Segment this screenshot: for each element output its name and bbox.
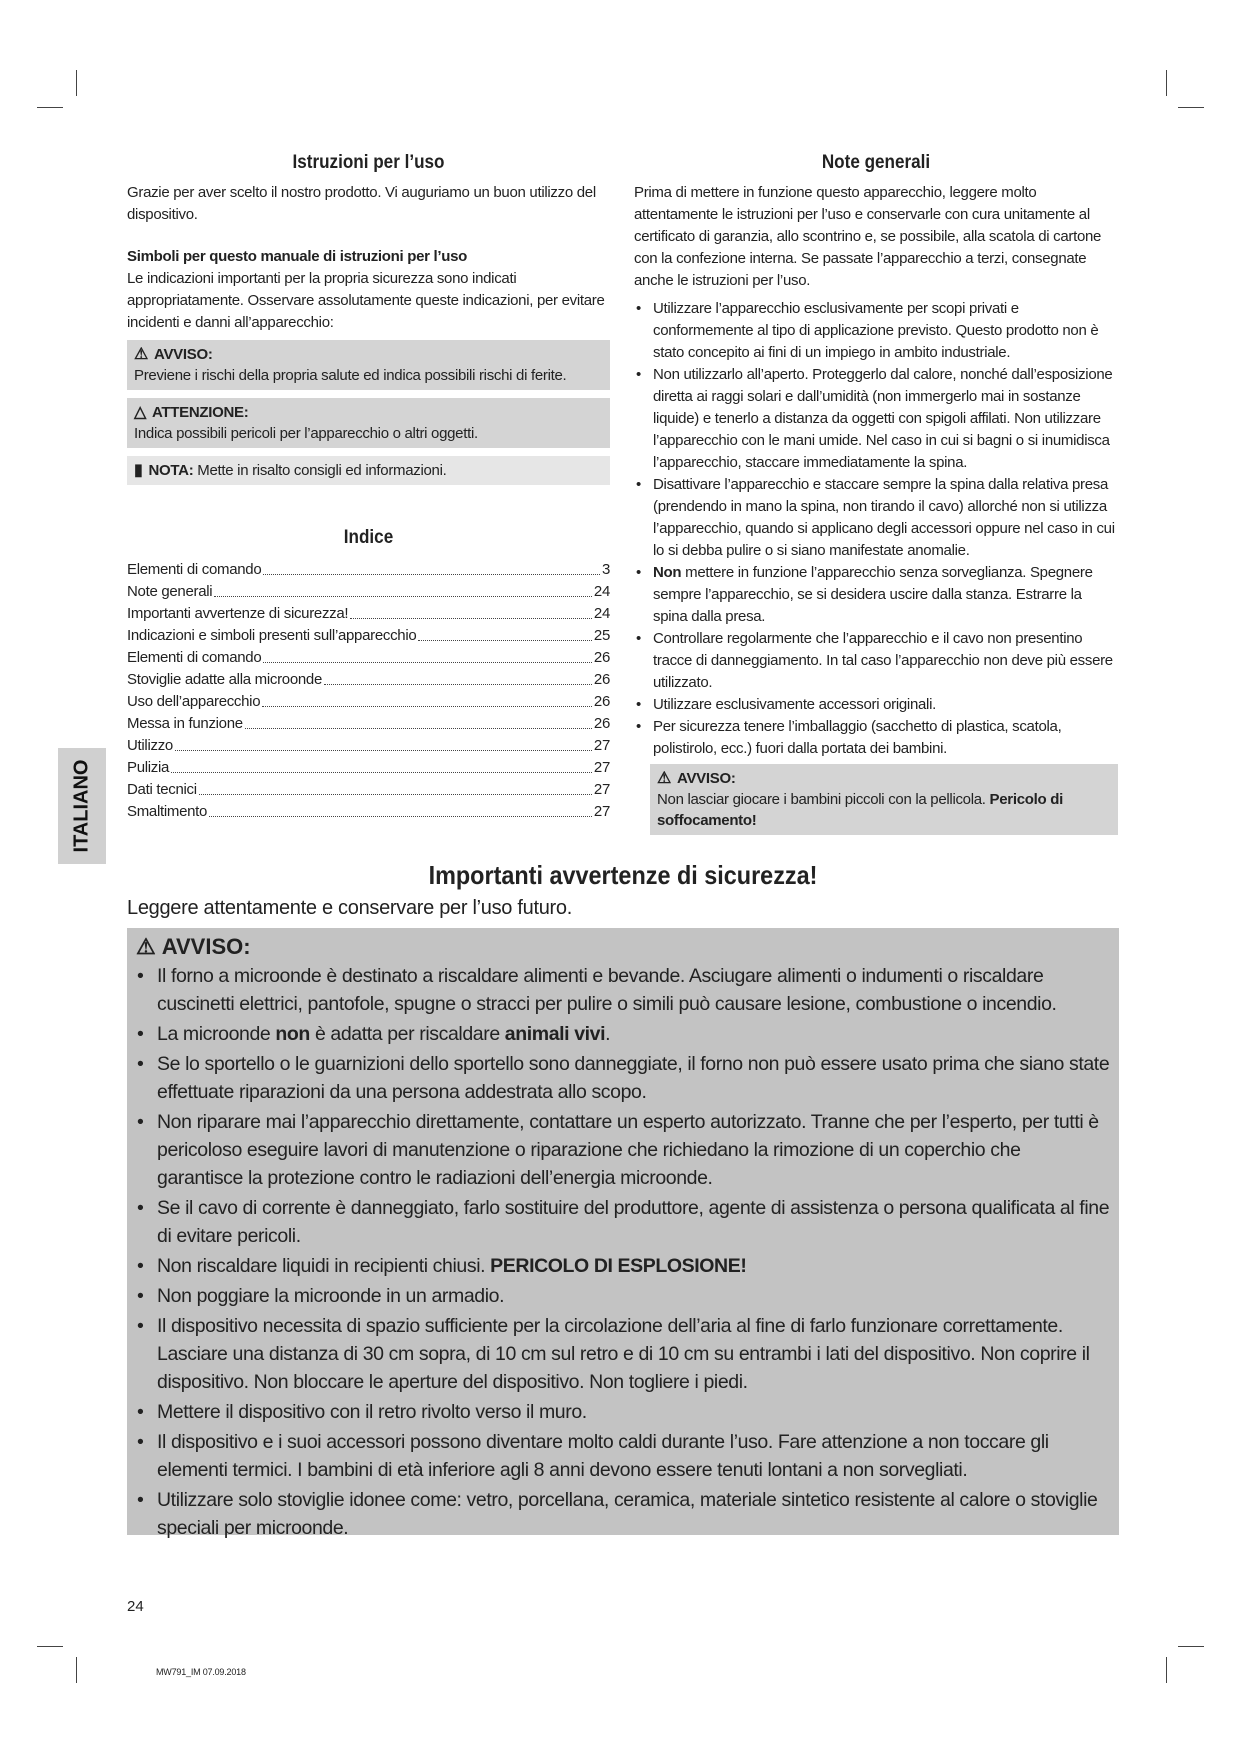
toc-page: 26 bbox=[593, 671, 610, 688]
toc-page: 25 bbox=[593, 627, 610, 644]
foil-warning-box bbox=[650, 764, 1118, 835]
warning-text: Previene i rischi della propria salute ed indica possibili rischi di ferite. bbox=[134, 367, 567, 384]
warning-triangle-icon: ⚠ bbox=[136, 934, 156, 959]
toc-label: Elementi di comando bbox=[127, 649, 262, 666]
instructions-title: Istruzioni per l’uso bbox=[292, 152, 445, 173]
crop-mark bbox=[1166, 1657, 1167, 1683]
language-tab bbox=[58, 748, 106, 864]
crop-mark bbox=[37, 107, 63, 108]
toc-row bbox=[127, 779, 610, 801]
toc-dots bbox=[263, 647, 592, 663]
note-box bbox=[127, 456, 610, 485]
bold-text: non bbox=[275, 1023, 310, 1045]
note-label: NOTA: bbox=[148, 462, 194, 479]
toc-page: 26 bbox=[593, 649, 610, 666]
info-icon: ▮ bbox=[134, 462, 143, 479]
intro-text: Grazie per aver scelto il nostro prodotto. Vi auguriamo un buon utilizzo del dispositivo. bbox=[127, 184, 596, 223]
toc-row bbox=[127, 713, 610, 735]
language-tab-label: ITALIANO bbox=[70, 759, 93, 853]
safety-warning-box bbox=[127, 928, 1119, 1539]
toc-page: 3 bbox=[601, 561, 610, 578]
toc-page: 27 bbox=[593, 759, 610, 776]
bold-text: animali vivi bbox=[504, 1023, 606, 1045]
crop-mark bbox=[76, 1657, 77, 1683]
general-notes-intro: Prima di mettere in funzione questo apparecchio, leggere molto attentamente le istruzioni per l’uso e conservarle con cura unitamente al certificato di garanzia, allo scontrino e, se possibile, alla scatola di cartone con la confezione interna. Se passate l’apparecchio a terzi, consegnate anche le istruzioni per l’uso. bbox=[634, 184, 1102, 289]
toc-label: Pulizia bbox=[127, 759, 170, 776]
footer-code: MW791_IM 07.09.2018 bbox=[156, 1667, 246, 1677]
list-item: • Non poggiare la microonde in un armadio. bbox=[133, 1282, 1111, 1310]
right-column bbox=[634, 152, 1118, 835]
toc-dots bbox=[418, 625, 592, 641]
list-item: • Non riparare mai l’apparecchio direttamente, contattare un esperto autorizzato. Tranne che per l’esperto, per tutti è pericoloso eseguire lavori di manutenzione o riparazione che richiedano la rimozione di un coperchio che garantisce la protezione contro le radiazioni dell’energia microonde. bbox=[133, 1108, 1111, 1192]
warning-label: AVVISO: bbox=[161, 934, 251, 959]
safety-list bbox=[133, 962, 1111, 1542]
toc-label: Uso dell’apparecchio bbox=[127, 693, 261, 710]
toc-row bbox=[127, 647, 610, 669]
page-number: 24 bbox=[127, 1598, 144, 1615]
list-item: • Disattivare l’apparecchio e staccare sempre la spina dalla relativa presa (prendendo in mano la spina, non tirando il cavo) allorché non si utilizza l’apparecchio, quando si applicano degli accessori oppure nel caso in cui lo si debba pulire o si siano manifestate anomalie. bbox=[634, 474, 1118, 562]
safety-section bbox=[127, 860, 1119, 1539]
symbols-title: Simboli per questo manuale di istruzioni per l’uso bbox=[127, 248, 468, 265]
caution-triangle-icon: △ bbox=[134, 404, 147, 421]
symbols-text: Le indicazioni importanti per la propria sicurezza sono indicati appropriatamente. Osservare assolutamente queste indicazioni, per evitare incidenti e danni all’apparecchio: bbox=[127, 270, 605, 331]
toc-page: 27 bbox=[593, 737, 610, 754]
toc-dots bbox=[199, 779, 592, 795]
list-item-text: mettere in funzione l’apparecchio senza sorveglianza. Spegnere sempre l’apparecchio, se si desidera uscire dalla stanza. Estrarre la spina dalla presa. bbox=[653, 564, 1093, 625]
toc-row bbox=[127, 559, 610, 581]
warning-bold-text: Pericolo di soffocamento! bbox=[657, 791, 1063, 829]
toc-row bbox=[127, 625, 610, 647]
toc-label: Stoviglie adatte alla microonde bbox=[127, 671, 322, 688]
toc-dots bbox=[324, 669, 592, 685]
bold-text: PERICOLO DI ESPLOSIONE! bbox=[490, 1255, 747, 1277]
caution-text: Indica possibili pericoli per l’apparecchio o altri oggetti. bbox=[134, 425, 478, 442]
toc-label: Note generali bbox=[127, 583, 213, 600]
warning-label: AVVISO: bbox=[154, 346, 213, 363]
warning-label: AVVISO: bbox=[677, 770, 736, 787]
list-item: • Il dispositivo necessita di spazio sufficiente per la circolazione dell’aria al fine di farlo funzionare correttamente. Lasciare una distanza di 30 cm sopra, di 10 cm sul retro e di 10 cm su entrambi i lati del dispositivo. Non coprire il dispositivo. Non bloccare le aperture del dispositivo. Non togliere i piedi. bbox=[133, 1312, 1111, 1396]
toc-label: Indicazioni e simboli presenti sull’apparecchio bbox=[127, 627, 417, 644]
toc-dots bbox=[262, 691, 592, 707]
toc-page: 27 bbox=[593, 803, 610, 820]
toc-dots bbox=[245, 713, 592, 729]
toc-label: Messa in funzione bbox=[127, 715, 243, 732]
toc-page: 27 bbox=[593, 781, 610, 798]
list-item: • Per sicurezza tenere l’imballaggio (sacchetto di plastica, scatola, polistirolo, ecc.) fuori dalla portata dei bambini. bbox=[634, 716, 1118, 760]
toc-label: Smaltimento bbox=[127, 803, 208, 820]
crop-mark bbox=[1166, 70, 1167, 96]
bold-text: Non bbox=[653, 564, 682, 581]
crop-mark bbox=[37, 1646, 63, 1647]
toc-dots bbox=[175, 735, 592, 751]
caution-box bbox=[127, 398, 610, 448]
table-of-contents bbox=[127, 559, 610, 823]
note-text: Mette in risalto consigli ed informazioni. bbox=[197, 462, 447, 479]
toc-page: 24 bbox=[593, 583, 610, 600]
toc-dots bbox=[350, 603, 592, 619]
toc-label: Importanti avvertenze di sicurezza! bbox=[127, 605, 349, 622]
crop-mark bbox=[1178, 1646, 1204, 1647]
list-item bbox=[634, 562, 1118, 628]
toc-row bbox=[127, 691, 610, 713]
list-item-text: La microonde bbox=[157, 1023, 276, 1045]
toc-row bbox=[127, 801, 610, 823]
warning-triangle-icon: ⚠ bbox=[134, 346, 149, 363]
list-item: • Utilizzare esclusivamente accessori originali. bbox=[634, 694, 1118, 716]
crop-mark bbox=[76, 70, 77, 96]
toc-row bbox=[127, 603, 610, 625]
list-item: • Utilizzare l’apparecchio esclusivamente per scopi privati e conformemente al tipo di applicazione previsto. Questo prodotto non è stato concepito ai fini di un impiego in ambito industriale. bbox=[634, 298, 1118, 364]
list-item: • Il dispositivo e i suoi accessori possono diventare molto caldi durante l’uso. Fare attenzione a non toccare gli elementi termici. I bambini di età inferiore agli 8 anni devono essere tenuti lontani a non sorvegliati. bbox=[133, 1428, 1111, 1484]
toc-row bbox=[127, 669, 610, 691]
caution-label: ATTENZIONE: bbox=[152, 404, 249, 421]
list-item: • Controllare regolarmente che l’apparecchio e il cavo non presentino tracce di danneggiamento. In tal caso l’apparecchio non deve più essere utilizzato. bbox=[634, 628, 1118, 694]
toc-page: 24 bbox=[593, 605, 610, 622]
list-item bbox=[133, 1252, 1111, 1280]
toc-page: 26 bbox=[593, 715, 610, 732]
toc-label: Elementi di comando bbox=[127, 561, 262, 578]
list-item-text: Non riscaldare liquidi in recipienti chiusi. bbox=[157, 1255, 491, 1277]
list-item: • Se lo sportello o le guarnizioni dello sportello sono danneggiate, il forno non può essere usato prima che siano state effettuate riparazioni da una persona addestrata allo scopo. bbox=[133, 1050, 1111, 1106]
toc-label: Dati tecnici bbox=[127, 781, 197, 798]
warning-box bbox=[127, 340, 610, 390]
list-item: • Non utilizzarlo all’aperto. Proteggerlo dal calore, nonché dall’esposizione diretta ai raggi solari e dall’umidità (non immergerlo mai in sostanze liquide) e tenerlo a distanza da oggetti con spigoli affilati. Non utilizzare l’apparecchio con le mani umide. Nel caso in cui si bagni o si inumidisca l’apparecchio, staccare immediatamente la spina. bbox=[634, 364, 1118, 474]
warning-text: Non lasciar giocare i bambini piccoli con la pellicola. bbox=[657, 791, 990, 808]
toc-dots bbox=[171, 757, 592, 773]
list-item: • Mettere il dispositivo con il retro rivolto verso il muro. bbox=[133, 1398, 1111, 1426]
list-item bbox=[133, 1020, 1111, 1048]
toc-dots bbox=[263, 559, 600, 575]
toc-row bbox=[127, 757, 610, 779]
toc-label: Utilizzo bbox=[127, 737, 173, 754]
safety-title: Importanti avvertenze di sicurezza! bbox=[428, 860, 818, 890]
general-notes-list bbox=[634, 298, 1118, 760]
crop-mark bbox=[1178, 107, 1204, 108]
toc-dots bbox=[214, 581, 592, 597]
list-item-text: . bbox=[605, 1023, 611, 1045]
warning-triangle-icon: ⚠ bbox=[657, 770, 672, 787]
toc-row bbox=[127, 581, 610, 603]
left-column bbox=[127, 152, 610, 823]
toc-title: Indice bbox=[343, 527, 394, 548]
toc-page: 26 bbox=[593, 693, 610, 710]
list-item: • Il forno a microonde è destinato a riscaldare alimenti e bevande. Asciugare alimenti o indumenti o riscaldare cuscinetti elettrici, pantofole, spugne o stracci per pulire o simili può causare lesione, combustione o incendio. bbox=[133, 962, 1111, 1018]
safety-intro: Leggere attentamente e conservare per l’uso futuro. bbox=[127, 897, 572, 919]
list-item: • Utilizzare solo stoviglie idonee come: vetro, porcellana, ceramica, materiale sintetico resistente al calore o stoviglie speciali per microonde. bbox=[133, 1486, 1111, 1542]
list-item-text: è adatta per riscaldare bbox=[309, 1023, 505, 1045]
toc-row bbox=[127, 735, 610, 757]
list-item: • Se il cavo di corrente è danneggiato, farlo sostituire del produttore, agente di assistenza o persona qualificata al fine di evitare pericoli. bbox=[133, 1194, 1111, 1250]
general-notes-title: Note generali bbox=[821, 152, 931, 173]
toc-dots bbox=[209, 801, 592, 817]
